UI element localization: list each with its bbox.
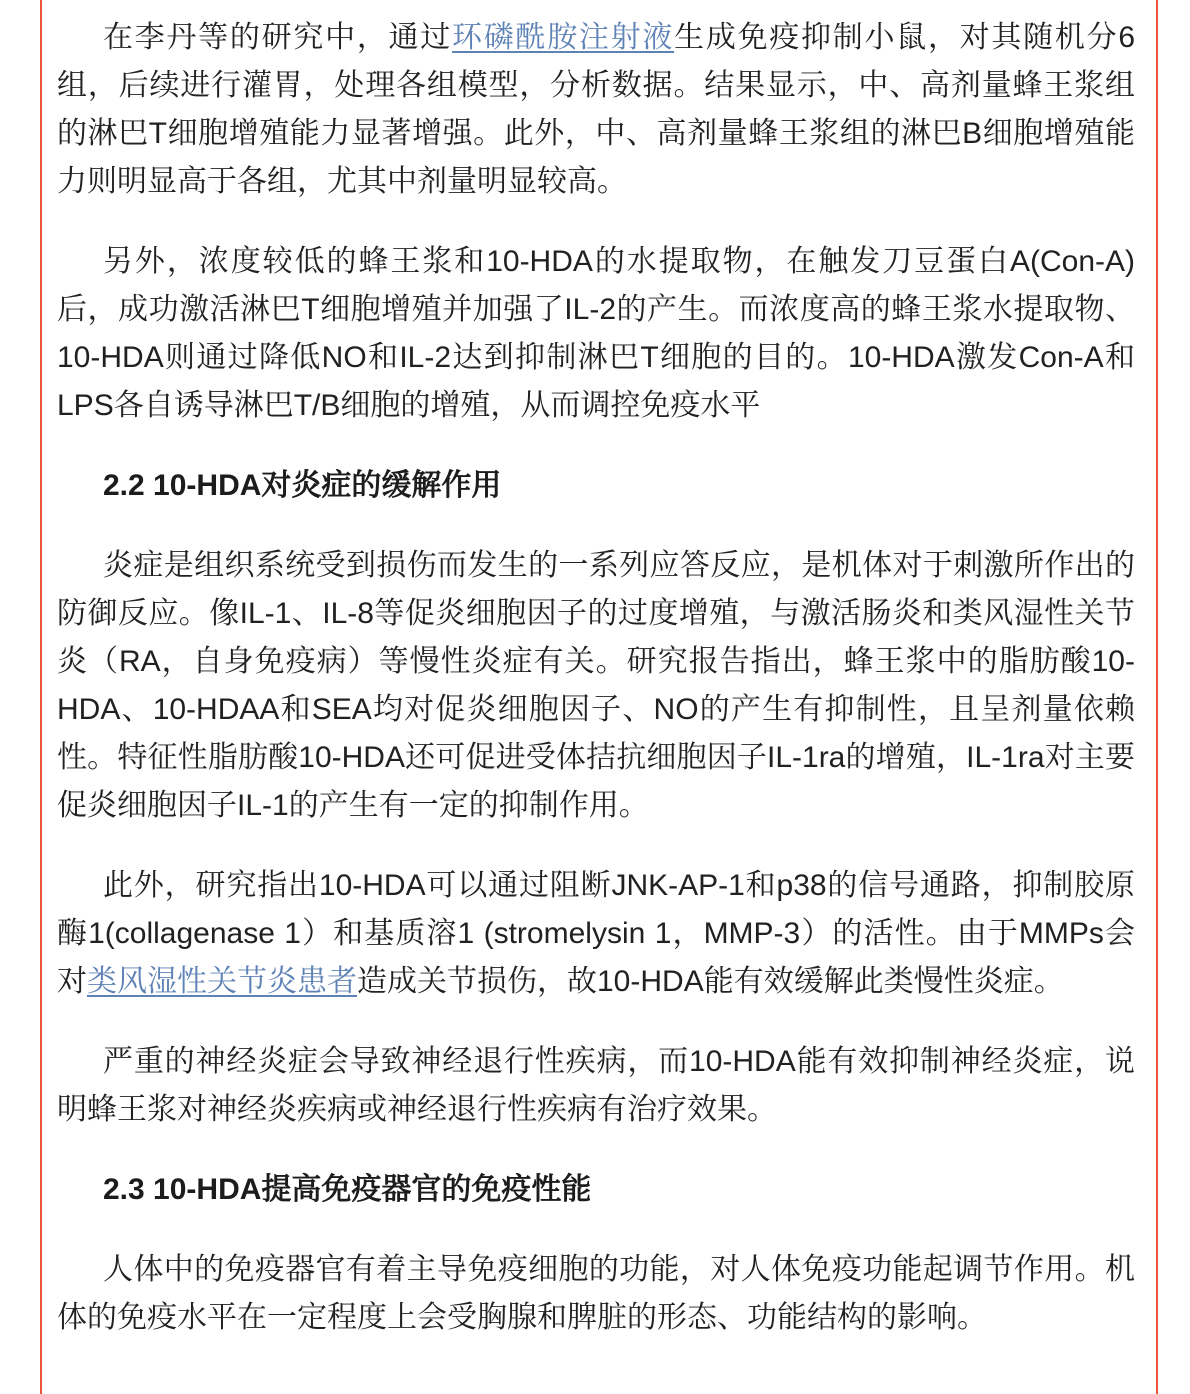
paragraph bbox=[57, 14, 1135, 206]
inline-link[interactable]: 环磷酰胺注射液 bbox=[452, 21, 675, 54]
text-run: 另外，浓度较低的蜂王浆和10-HDA的水提取物，在触发刀豆蛋白A(Con-A)后，成功激活淋巴T细胞增殖并加强了IL-2的产生。而浓度高的蜂王浆水提取物、10-HDA则通过降低NO和IL-2达到抑制淋巴T细胞的目的。10-HDA激发Con-A和LPS各自诱导淋巴T/B细胞的增殖，从而调控免疫水平 bbox=[57, 245, 1135, 422]
text-run: 人体中的免疫器官有着主导免疫细胞的功能，对人体免疫功能起调节作用。机体的免疫水平在一定程度上会受胸腺和脾脏的形态、功能结构的影响。 bbox=[57, 1253, 1135, 1334]
paragraph bbox=[57, 542, 1135, 830]
section-heading: 2.3 10-HDA提高免疫器官的免疫性能 bbox=[103, 1173, 592, 1206]
article-body bbox=[40, 0, 1158, 1394]
paragraph bbox=[57, 238, 1135, 430]
text-run: 此外，研究指出10-HDA可以通过阻断JNK-AP-1和p38的信号通路，抑制胶原酶1(collagenase 1）和基质溶1 (stromelysin 1，MMP-3）的活性。由于MMPs会对 bbox=[57, 869, 1135, 998]
paragraph bbox=[57, 862, 1135, 1006]
text-run: 在李丹等的研究中，通过 bbox=[103, 21, 453, 54]
text-run: 炎症是组织系统受到损伤而发生的一系列应答反应，是机体对于刺激所作出的防御反应。像IL-1、IL-8等促炎细胞因子的过度增殖，与激活肠炎和类风湿性关节炎（RA，自身免疫病）等慢性炎症有关。研究报告指出，蜂王浆中的脂肪酸10-HDA、10-HDAA和SEA均对促炎细胞因子、NO的产生有抑制性，且呈剂量依赖性。特征性脂肪酸10-HDA还可促进受体拮抗细胞因子IL-1ra的增殖，IL-1ra对主要促炎细胞因子IL-1的产生有一定的抑制作用。 bbox=[57, 549, 1135, 822]
inline-link[interactable]: 类风湿性关节炎患者 bbox=[87, 965, 357, 998]
text-run: 生成免疫抑制小鼠，对其随机分6组，后续进行灌胃，处理各组模型，分析数据。结果显示，中、高剂量蜂王浆组的淋巴T细胞增殖能力显著增强。此外，中、高剂量蜂王浆组的淋巴B细胞增殖能力则明显高于各组，尤其中剂量明显较高。 bbox=[57, 21, 1136, 198]
paragraph bbox=[57, 1246, 1135, 1342]
text-run: 造成关节损伤，故10-HDA能有效缓解此类慢性炎症。 bbox=[357, 965, 1064, 998]
section-heading: 2.2 10-HDA对炎症的缓解作用 bbox=[103, 469, 502, 502]
text-run: 严重的神经炎症会导致神经退行性疾病，而10-HDA能有效抑制神经炎症，说明蜂王浆对神经炎疾病或神经退行性疾病有治疗效果。 bbox=[57, 1045, 1135, 1126]
paragraph bbox=[57, 1038, 1135, 1134]
